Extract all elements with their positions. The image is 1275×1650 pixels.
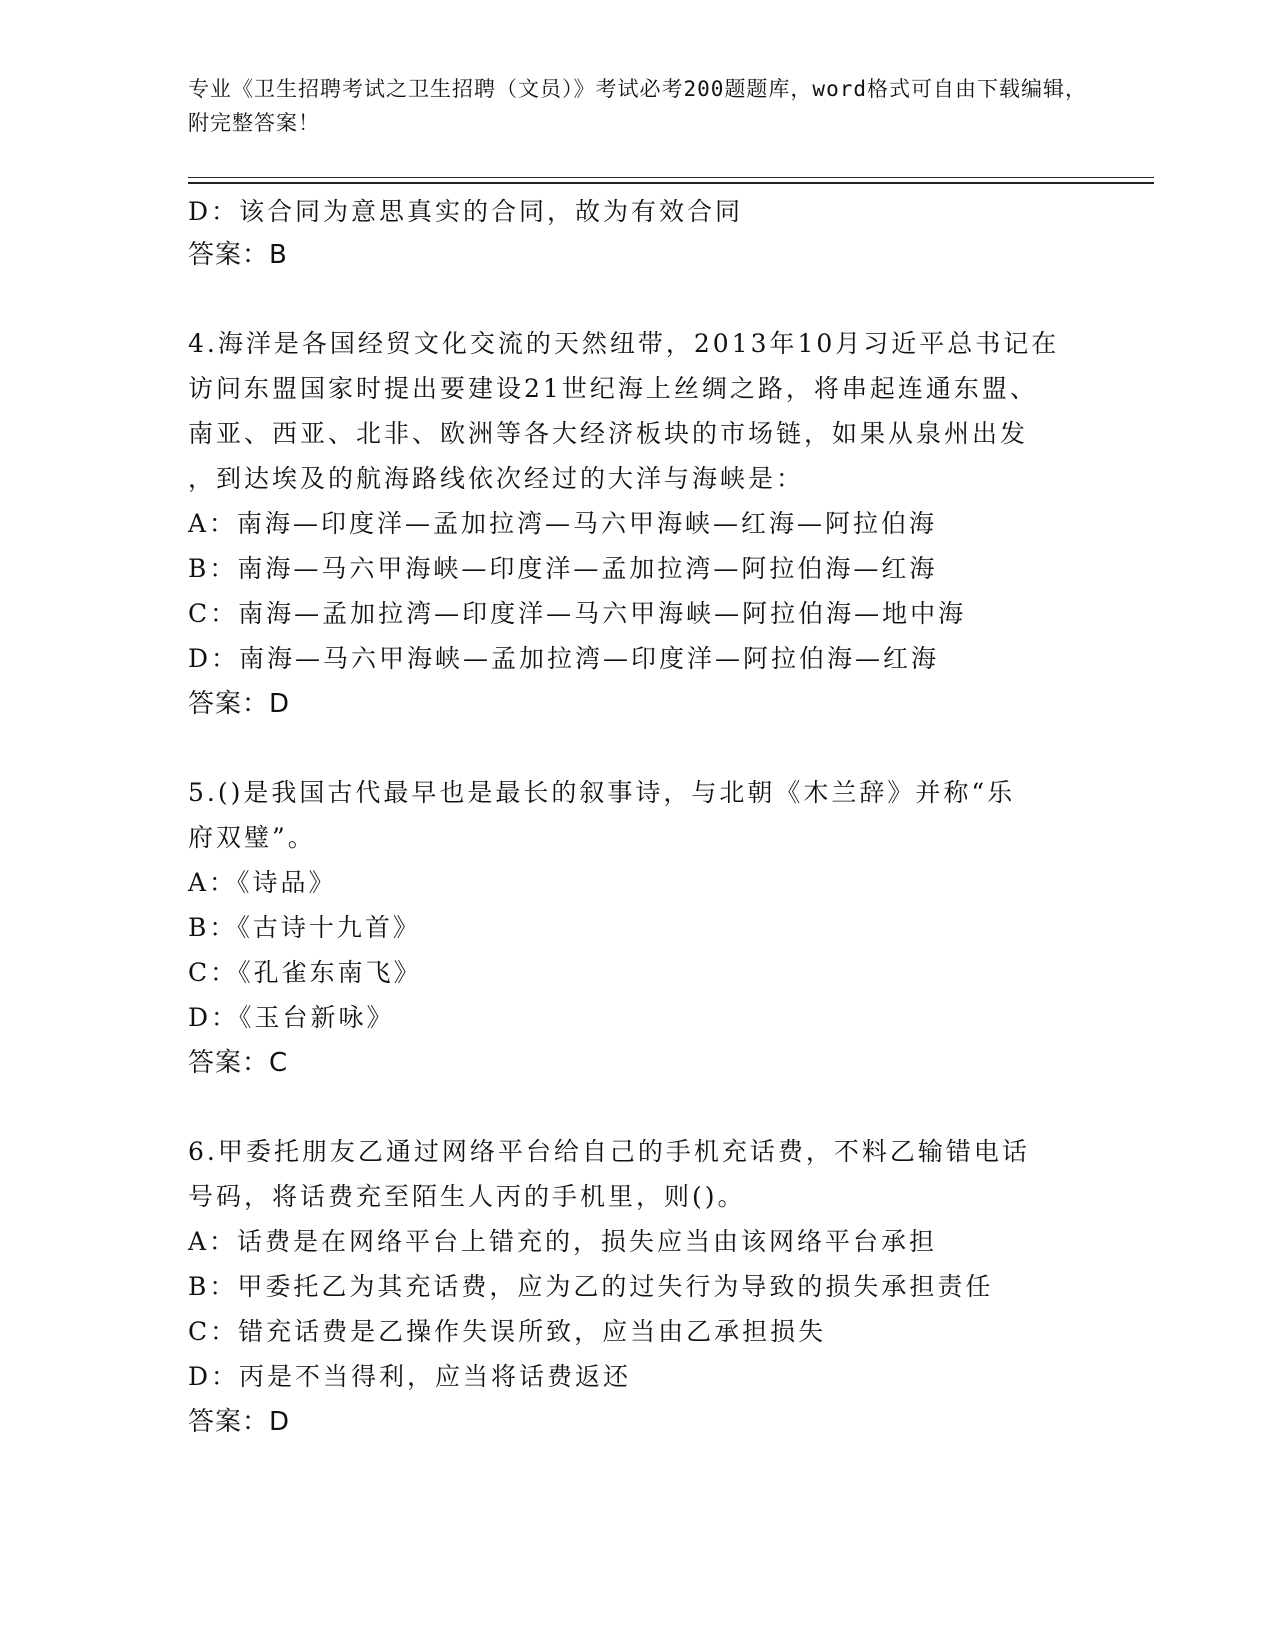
q6-stem-line-1: 6.甲委托朋友乙通过网络平台给自己的手机充话费，不料乙输错电话 — [188, 1137, 1030, 1166]
q6-option-b: B：甲委托乙为其充话费，应为乙的过失行为导致的损失承担责任 — [188, 1272, 994, 1301]
q6-option-a: A：话费是在网络平台上错充的，损失应当由该网络平台承担 — [188, 1227, 938, 1256]
q4-answer: 答案：D — [188, 689, 291, 719]
q6-answer: 答案：D — [188, 1407, 291, 1437]
header-divider-thin — [188, 177, 1154, 178]
q4-option-d: D：南海—马六甲海峡—孟加拉湾—印度洋—阿拉伯海—红海 — [188, 644, 940, 673]
q4-stem-line-3: 南亚、西亚、北非、欧洲等各大经济板块的市场链，如果从泉州出发 — [188, 419, 1029, 448]
q4-option-b: B：南海—马六甲海峡—印度洋—孟加拉湾—阿拉伯海—红海 — [188, 554, 938, 583]
q5-stem-line-2: 府双璧”。 — [188, 823, 316, 852]
q6-stem-line-2: 号码，将话费充至陌生人丙的手机里，则()。 — [188, 1182, 746, 1211]
q5-option-d: D：《玉台新咏》 — [188, 1003, 395, 1032]
q4-option-c: C：南海—孟加拉湾—印度洋—马六甲海峡—阿拉伯海—地中海 — [188, 599, 967, 628]
q6-option-d: D：丙是不当得利，应当将话费返还 — [188, 1362, 632, 1391]
q4-option-a: A：南海—印度洋—孟加拉湾—马六甲海峡—红海—阿拉伯海 — [188, 509, 938, 538]
document-header: 专业《卫生招聘考试之卫生招聘（文员）》考试必考200题题库，word格式可自由下载编辑，附完整答案！ — [188, 77, 1087, 135]
q5-stem-line-1: 5.()是我国古代最早也是最长的叙事诗，与北朝《木兰辞》并称“乐 — [188, 778, 1016, 807]
header-divider-thick — [188, 182, 1154, 184]
q5-option-a: A：《诗品》 — [188, 868, 337, 897]
q4-stem-line-1: 4.海洋是各国经贸文化交流的天然纽带，2013年10月习近平总书记在 — [188, 329, 1060, 358]
q4-stem-line-2: 访问东盟国家时提出要建设21世纪海上丝绸之路，将串起连通东盟、 — [188, 374, 1038, 403]
q5-answer: 答案：C — [188, 1048, 289, 1078]
q5-option-c: C：《孔雀东南飞》 — [188, 958, 422, 987]
q6-option-c: C：错充话费是乙操作失误所致，应当由乙承担损失 — [188, 1317, 827, 1346]
q3-option-d: D：该合同为意思真实的合同，故为有效合同 — [188, 197, 744, 226]
q5-option-b: B：《古诗十九首》 — [188, 913, 421, 942]
q4-stem-line-4: ，到达埃及的航海路线依次经过的大洋与海峡是： — [188, 464, 805, 493]
q3-answer: 答案：B — [188, 240, 288, 270]
